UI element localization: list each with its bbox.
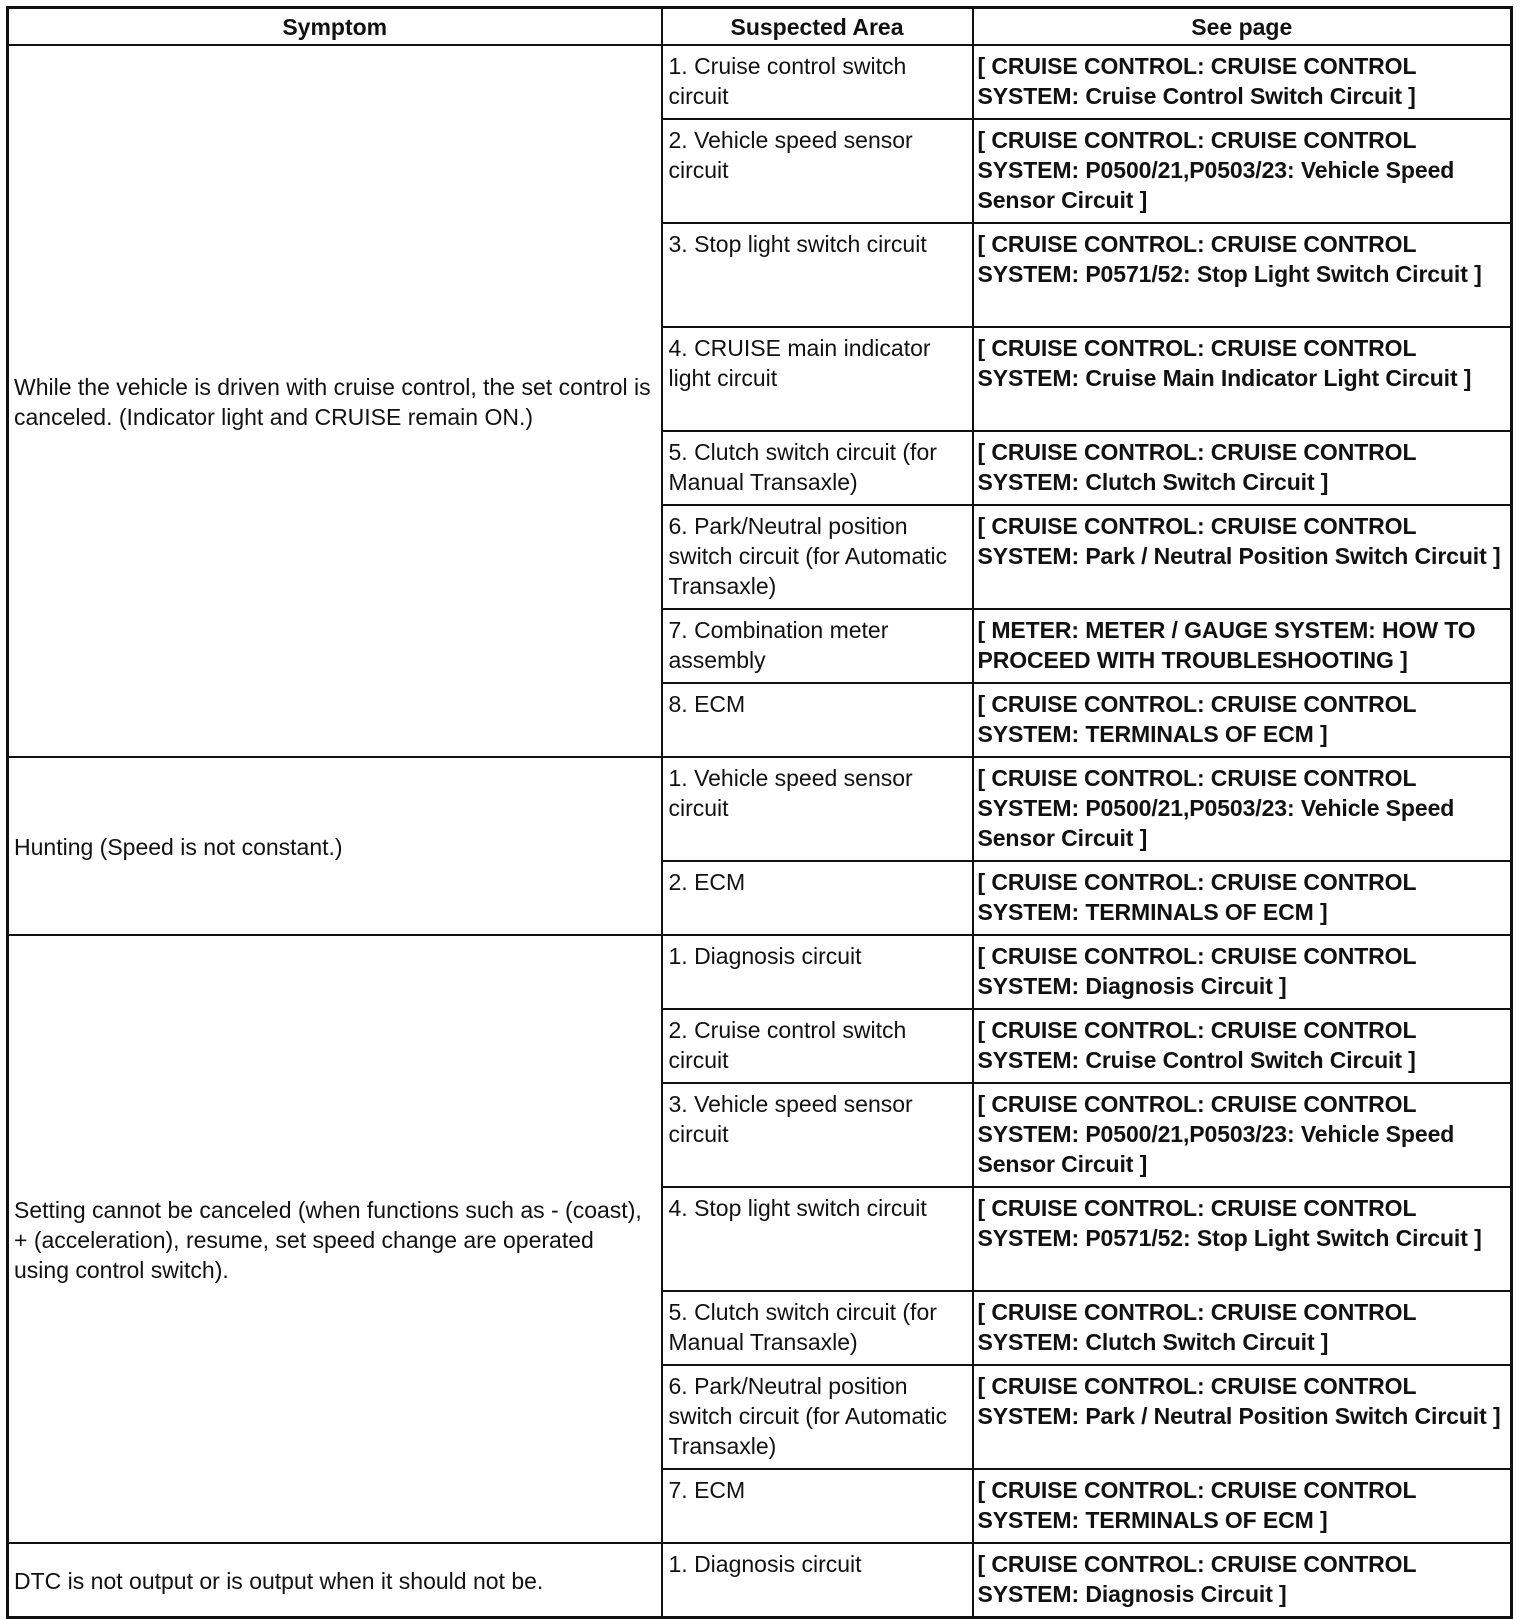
see-page-cell: [ CRUISE CONTROL: CRUISE CONTROL SYSTEM: Clutch Switch Circuit ]: [973, 1291, 1512, 1365]
suspected-area-cell: 7. ECM: [662, 1469, 973, 1543]
see-page-cell: [ CRUISE CONTROL: CRUISE CONTROL SYSTEM: Cruise Main Indicator Light Circuit ]: [973, 327, 1512, 431]
header-row: [8, 8, 1512, 46]
see-page-cell: [ CRUISE CONTROL: CRUISE CONTROL SYSTEM: TERMINALS OF ECM ]: [973, 861, 1512, 935]
suspected-area-cell: 4. Stop light switch circuit: [662, 1187, 973, 1291]
see-page-cell: [ CRUISE CONTROL: CRUISE CONTROL SYSTEM: P0500/21,P0503/23: Vehicle Speed Sensor Circuit ]: [973, 1083, 1512, 1187]
see-page-cell: [ CRUISE CONTROL: CRUISE CONTROL SYSTEM: P0571/52: Stop Light Switch Circuit ]: [973, 1187, 1512, 1291]
see-page-cell: [ METER: METER / GAUGE SYSTEM: HOW TO PROCEED WITH TROUBLESHOOTING ]: [973, 609, 1512, 683]
suspected-area-cell: 1. Diagnosis circuit: [662, 1543, 973, 1618]
suspected-area-cell: 5. Clutch switch circuit (for Manual Transaxle): [662, 1291, 973, 1365]
symptom-cell: Setting cannot be canceled (when functions such as - (coast), + (acceleration), resume, set speed change are operated using control switch).: [8, 935, 662, 1543]
suspected-area-cell: 2. Vehicle speed sensor circuit: [662, 119, 973, 223]
suspected-area-cell: 2. ECM: [662, 861, 973, 935]
see-page-cell: [ CRUISE CONTROL: CRUISE CONTROL SYSTEM: Diagnosis Circuit ]: [973, 1543, 1512, 1618]
suspected-area-cell: 1. Cruise control switch circuit: [662, 45, 973, 119]
header-symptom: Symptom: [8, 8, 662, 46]
header-suspected-area: Suspected Area: [662, 8, 973, 46]
suspected-area-cell: 2. Cruise control switch circuit: [662, 1009, 973, 1083]
see-page-cell: [ CRUISE CONTROL: CRUISE CONTROL SYSTEM: Park / Neutral Position Switch Circuit ]: [973, 1365, 1512, 1469]
troubleshooting-sheet: [6, 6, 1510, 1619]
suspected-area-cell: 3. Stop light switch circuit: [662, 223, 973, 327]
table-row: [8, 45, 1512, 119]
suspected-area-cell: 6. Park/Neutral position switch circuit (for Automatic Transaxle): [662, 1365, 973, 1469]
suspected-area-cell: 3. Vehicle speed sensor circuit: [662, 1083, 973, 1187]
see-page-cell: [ CRUISE CONTROL: CRUISE CONTROL SYSTEM: Diagnosis Circuit ]: [973, 935, 1512, 1009]
see-page-cell: [ CRUISE CONTROL: CRUISE CONTROL SYSTEM: Cruise Control Switch Circuit ]: [973, 1009, 1512, 1083]
see-page-cell: [ CRUISE CONTROL: CRUISE CONTROL SYSTEM: P0500/21,P0503/23: Vehicle Speed Sensor Circuit ]: [973, 757, 1512, 861]
see-page-cell: [ CRUISE CONTROL: CRUISE CONTROL SYSTEM: Park / Neutral Position Switch Circuit ]: [973, 505, 1512, 609]
table-row: [8, 1543, 1512, 1618]
suspected-area-cell: 4. CRUISE main indicator light circuit: [662, 327, 973, 431]
table-row: [8, 935, 1512, 1009]
see-page-cell: [ CRUISE CONTROL: CRUISE CONTROL SYSTEM: P0571/52: Stop Light Switch Circuit ]: [973, 223, 1512, 327]
suspected-area-cell: 7. Combination meter assembly: [662, 609, 973, 683]
suspected-area-cell: 5. Clutch switch circuit (for Manual Transaxle): [662, 431, 973, 505]
suspected-area-cell: 1. Vehicle speed sensor circuit: [662, 757, 973, 861]
see-page-cell: [ CRUISE CONTROL: CRUISE CONTROL SYSTEM: Cruise Control Switch Circuit ]: [973, 45, 1512, 119]
suspected-area-cell: 1. Diagnosis circuit: [662, 935, 973, 1009]
suspected-area-cell: 8. ECM: [662, 683, 973, 757]
suspected-area-cell: 6. Park/Neutral position switch circuit (for Automatic Transaxle): [662, 505, 973, 609]
symptom-cell: DTC is not output or is output when it should not be.: [8, 1543, 662, 1618]
see-page-cell: [ CRUISE CONTROL: CRUISE CONTROL SYSTEM: Clutch Switch Circuit ]: [973, 431, 1512, 505]
see-page-cell: [ CRUISE CONTROL: CRUISE CONTROL SYSTEM: P0500/21,P0503/23: Vehicle Speed Sensor Circuit ]: [973, 119, 1512, 223]
see-page-cell: [ CRUISE CONTROL: CRUISE CONTROL SYSTEM: TERMINALS OF ECM ]: [973, 683, 1512, 757]
symptom-cell: Hunting (Speed is not constant.): [8, 757, 662, 935]
header-see-page: See page: [973, 8, 1512, 46]
see-page-cell: [ CRUISE CONTROL: CRUISE CONTROL SYSTEM: TERMINALS OF ECM ]: [973, 1469, 1512, 1543]
problem-symptoms-table: [6, 6, 1513, 1619]
symptom-cell: While the vehicle is driven with cruise control, the set control is canceled. (Indicator light and CRUISE remain ON.): [8, 45, 662, 757]
table-row: [8, 757, 1512, 861]
